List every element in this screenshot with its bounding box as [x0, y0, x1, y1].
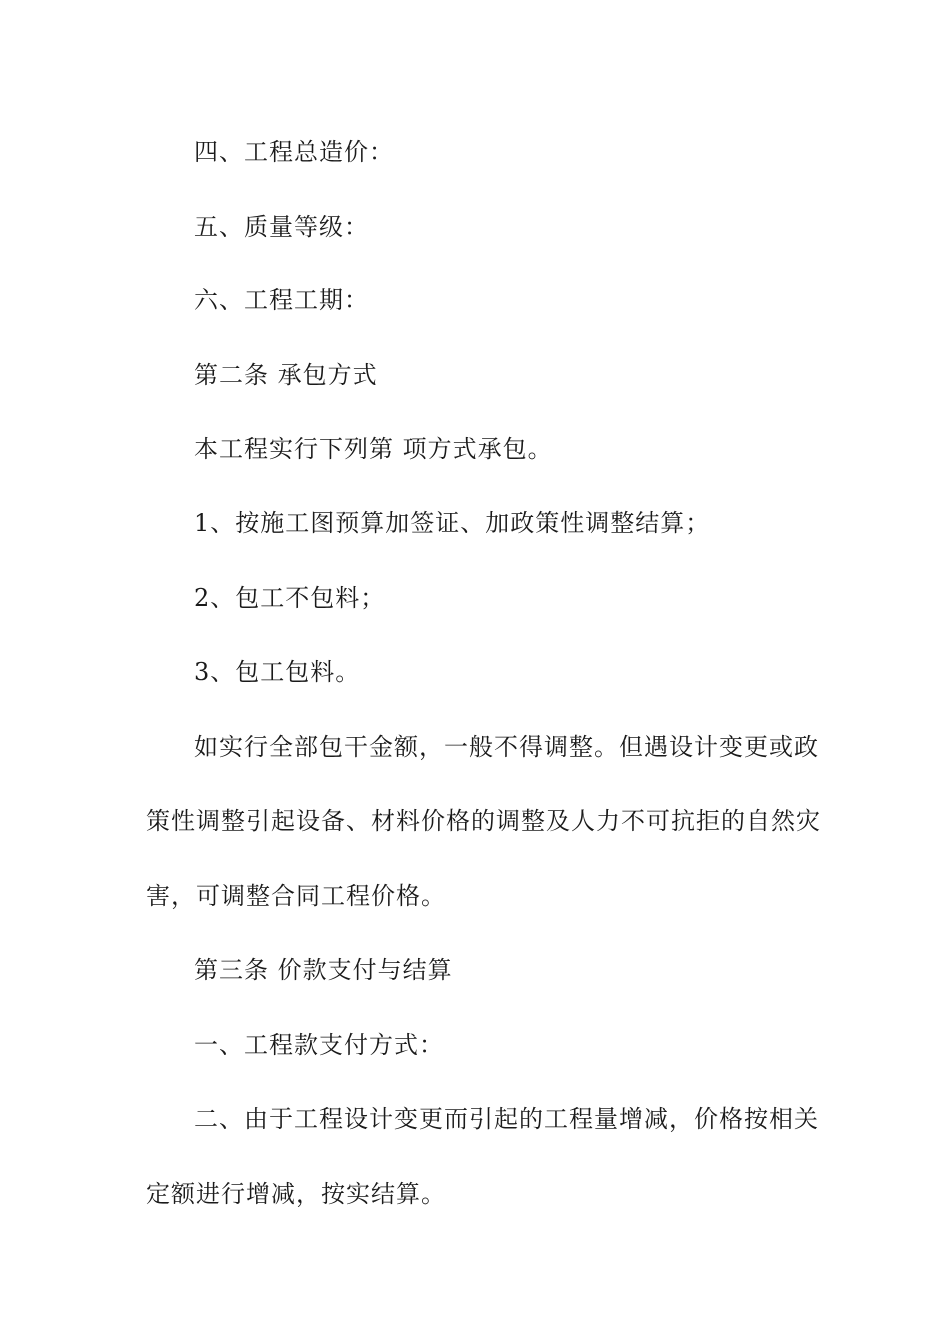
lump-sum-paragraph-line-3: 害，可调整合同工程价格。 [146, 882, 446, 910]
payment-clause-2-line-2: 定额进行增减，按实结算。 [146, 1180, 446, 1208]
payment-clause-1: 一、工程款支付方式： [194, 1031, 444, 1059]
lump-sum-paragraph-line-2: 策性调整引起设备、材料价格的调整及人力不可抗拒的自然灾 [146, 807, 821, 835]
payment-clause-2-line-1: 二、由于工程设计变更而引起的工程量增减，价格按相关 [194, 1105, 819, 1133]
clause-item-4: 四、工程总造价： [194, 138, 394, 166]
clause-item-5: 五、质量等级： [194, 213, 369, 241]
article-2-intro: 本工程实行下列第 项方式承包。 [194, 435, 553, 463]
lump-sum-paragraph-line-1: 如实行全部包干金额，一般不得调整。但遇设计变更或政 [194, 733, 819, 761]
article-3-title: 第三条 价款支付与结算 [194, 956, 453, 984]
article-2-title: 第二条 承包方式 [194, 361, 378, 389]
contract-option-1: 1、按施工图预算加签证、加政策性调整结算； [194, 509, 711, 537]
contract-option-2: 2、包工不包料； [194, 584, 386, 612]
contract-option-3: 3、包工包料。 [194, 658, 361, 686]
clause-item-6: 六、工程工期： [194, 286, 369, 314]
